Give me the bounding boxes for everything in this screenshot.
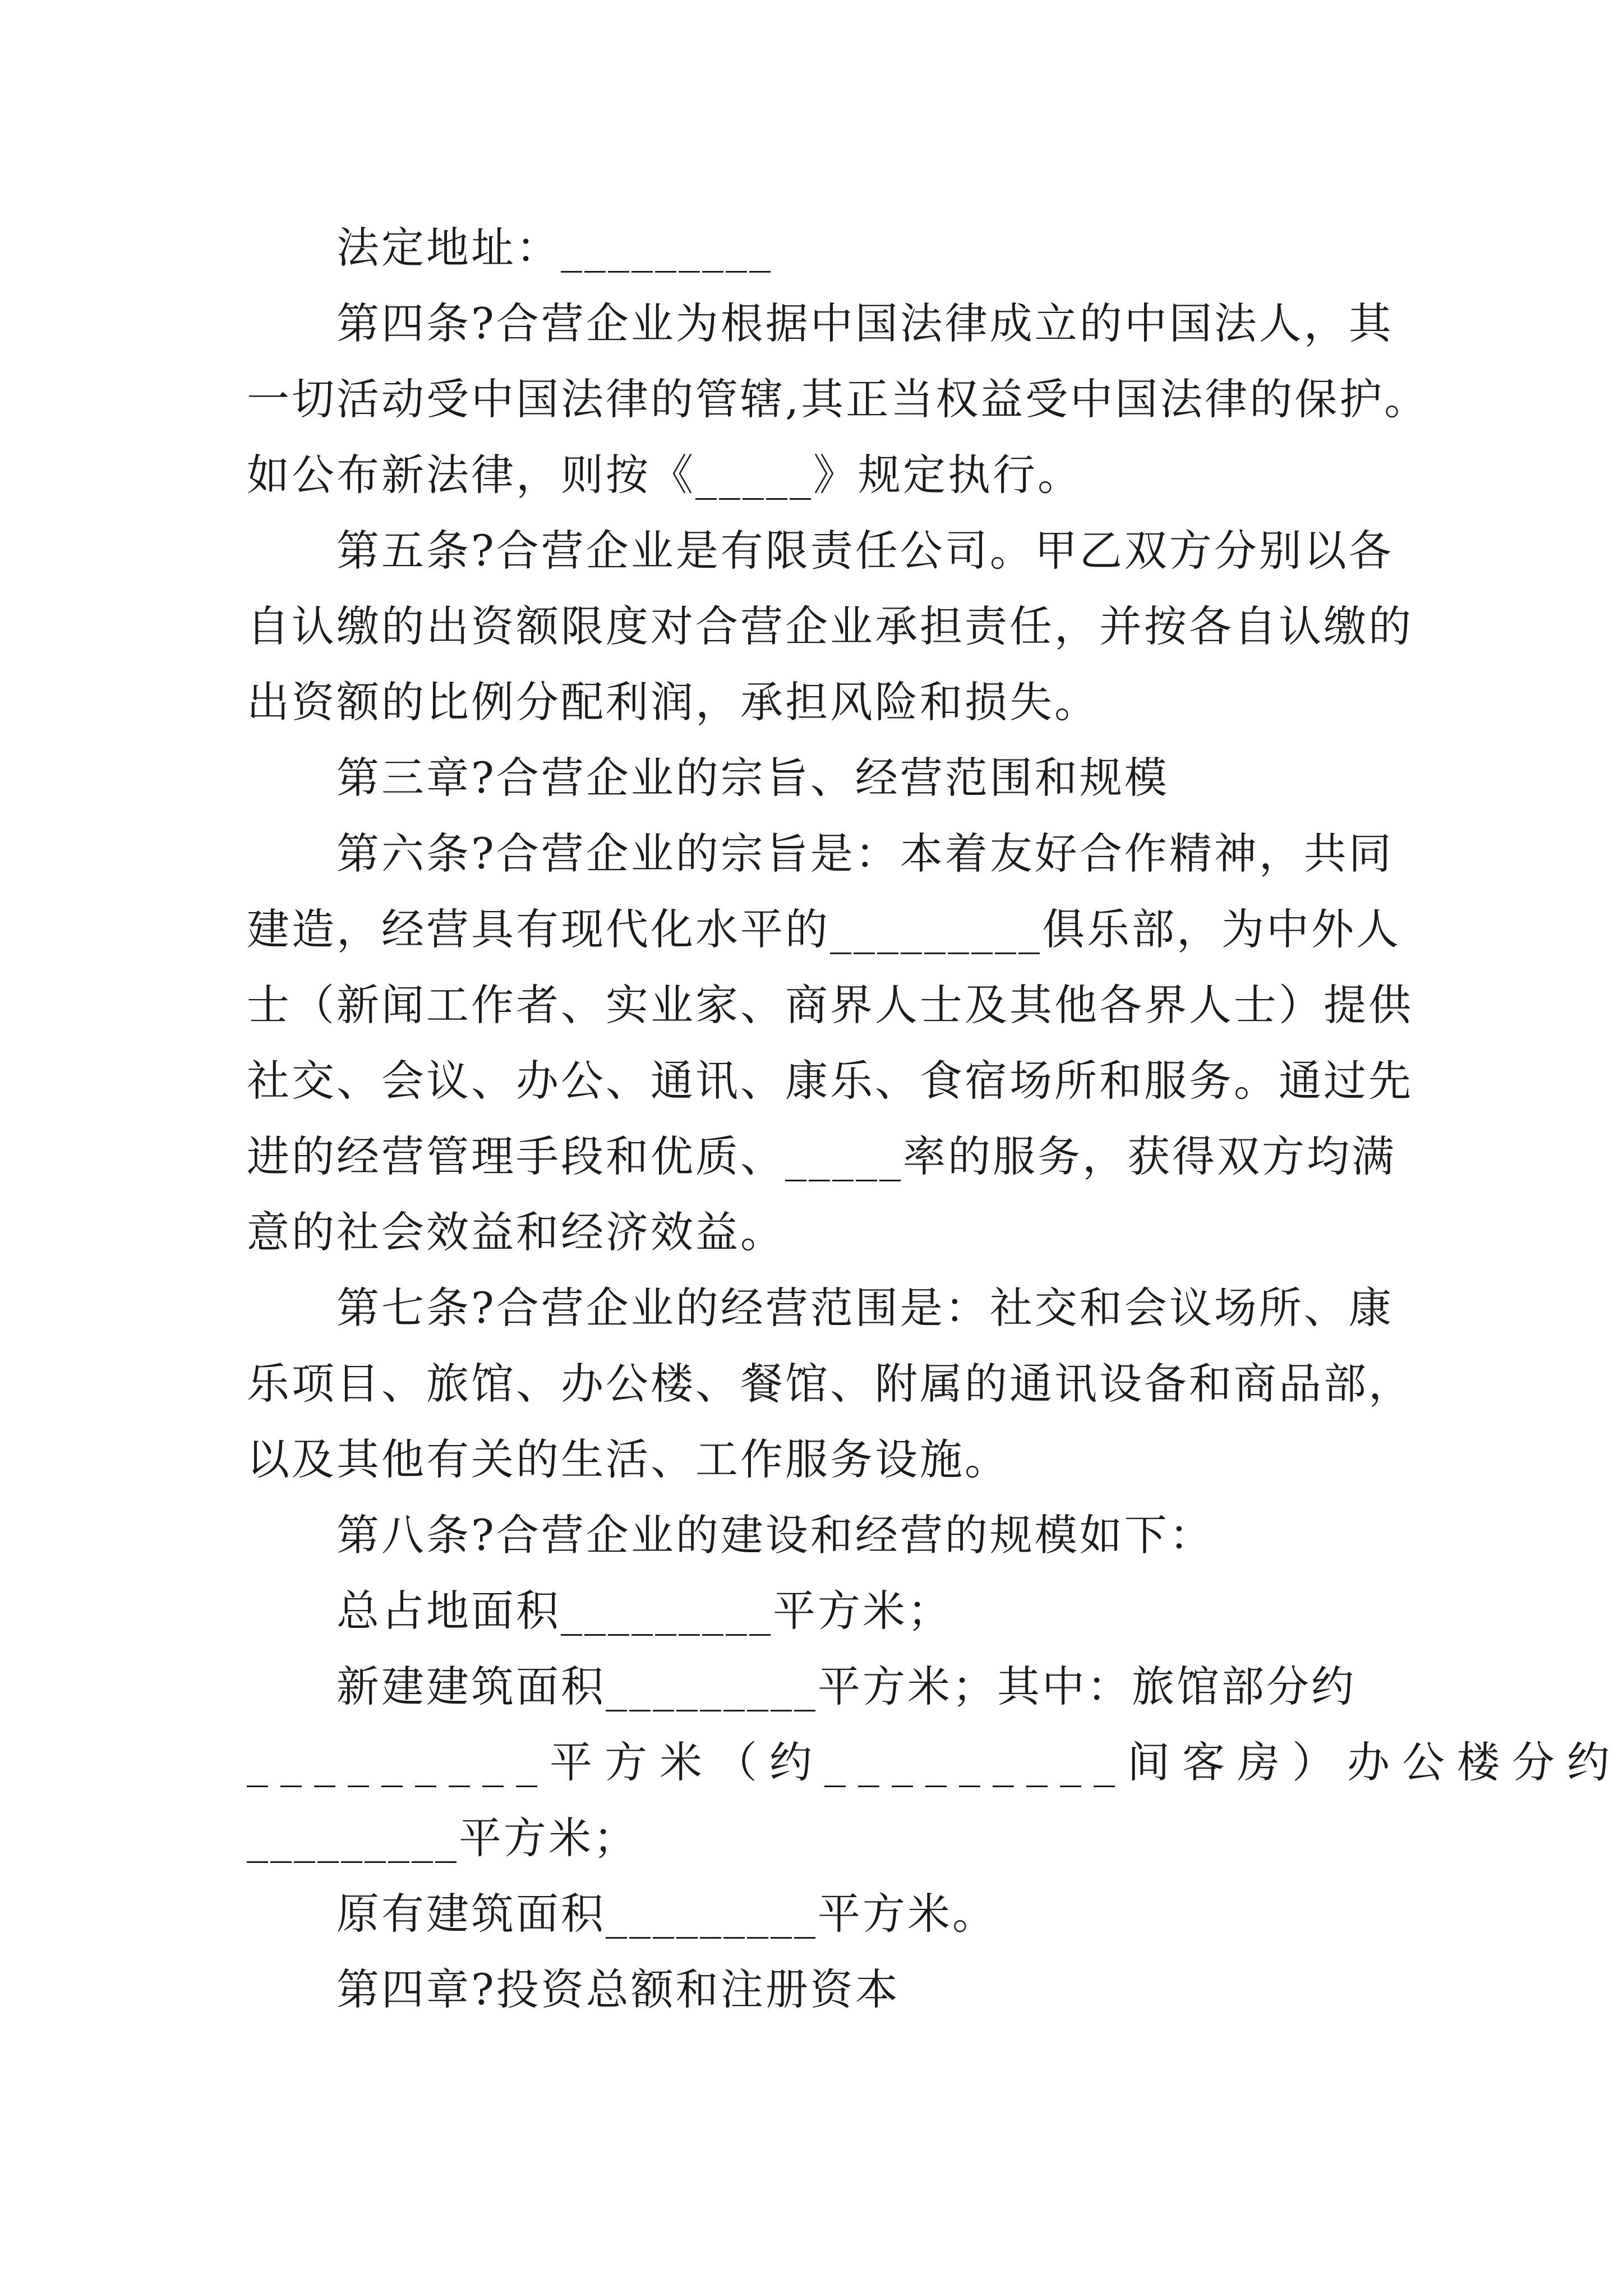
text-line: 自认缴的出资额限度对合营企业承担责任，并按各自认缴的 xyxy=(247,601,1413,651)
text-line: 第七条?合营企业的经营范围是：社交和会议场所、康 xyxy=(336,1283,1394,1333)
text-line: 第四条?合营企业为根据中国法律成立的中国法人，其 xyxy=(336,298,1394,348)
text-line: 建造，经营具有现代化水平的_________俱乐部，为中外人 xyxy=(247,904,1401,954)
chapter-heading: 第四章?投资总额和注册资本 xyxy=(336,1964,900,2014)
text-line: 第六条?合营企业的宗旨是：本着友好合作精神，共同 xyxy=(336,829,1394,878)
text-line: 法定地址：_________ xyxy=(336,223,773,273)
text-line: 总占地面积_________平方米； xyxy=(336,1586,952,1636)
text-line: _________平方米； xyxy=(247,1813,638,1863)
text-line: 第五条?合营企业是有限责任公司。甲乙双方分别以各 xyxy=(336,526,1394,576)
text-line: 新建建筑面积_________平方米；其中：旅馆部分约 xyxy=(336,1662,1356,1711)
text-line: 以及其他有关的生活、工作服务设施。 xyxy=(247,1434,1009,1484)
text-line: 如公布新法律，则按《_____》规定执行。 xyxy=(247,450,1082,500)
text-line: 出资额的比例分配利润，承担风险和损失。 xyxy=(247,677,1099,727)
text-line: 意的社会效益和经济效益。 xyxy=(247,1207,785,1257)
text-line: 进的经营管理手段和优质、_____率的服务，获得双方均满 xyxy=(247,1131,1396,1181)
text-line: 社交、会议、办公、通讯、康乐、食宿场所和服务。通过先 xyxy=(247,1056,1413,1106)
text-line: _________平方米（约_________间客房）办公楼分约 xyxy=(247,1737,1622,1787)
text-line: 第八条?合营企业的建设和经营的规模如下： xyxy=(336,1510,1214,1560)
text-line: 一切活动受中国法律的管辖,其正当权益受中国法律的保护。 xyxy=(247,374,1430,424)
chapter-heading: 第三章?合营企业的宗旨、经营范围和规模 xyxy=(336,753,1169,803)
text-line: 士（新闻工作者、实业家、商界人士及其他各界人士）提供 xyxy=(247,980,1413,1030)
text-line: 乐项目、旅馆、办公楼、餐馆、附属的通讯设备和商品部， xyxy=(247,1359,1413,1409)
text-line: 原有建筑面积_________平方米。 xyxy=(336,1889,997,1939)
